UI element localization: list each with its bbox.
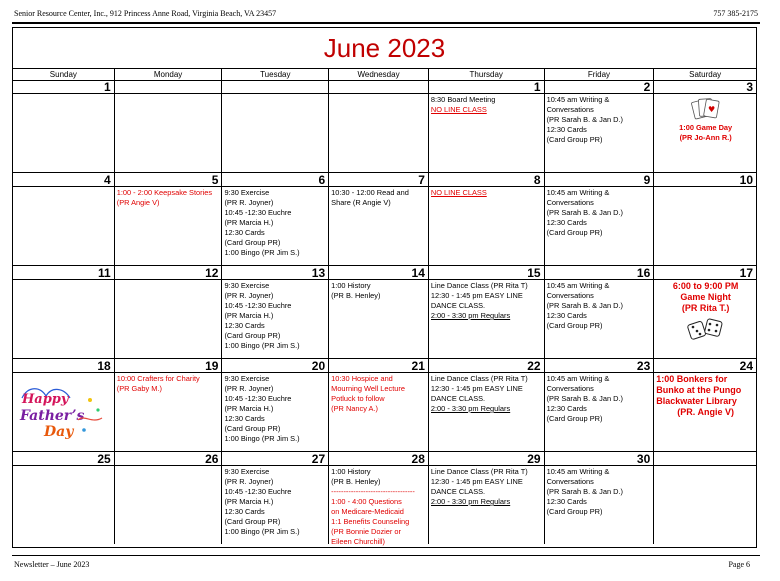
weekday-saturday: Saturday [653,69,756,80]
day-number: 11 [13,266,114,280]
event-line: 9:30 Exercise [224,467,270,476]
event-line: 12:30 Cards [546,497,587,506]
day-cell-27 [221,452,328,544]
weekday-monday: Monday [114,69,222,80]
event-line: 12:30 Cards [224,321,265,330]
event-line: Share (R Angie V) [331,198,391,207]
day-events [654,94,756,143]
day-number: 21 [329,359,428,373]
event-line: 1:00 - 2:00 Keepsake Stories [116,188,213,197]
day-events [329,373,428,414]
event-line: (PR Marcia H.) [224,311,274,320]
day-cell-25 [13,452,114,544]
day-events [545,373,654,424]
event-line: 12:30 Cards [546,218,587,227]
day-cell-21 [328,359,428,451]
event-line: (Card Group PR) [224,517,281,526]
day-cell-29 [428,452,544,544]
event-line: 1:00 History [331,467,371,476]
event-line: 9:30 Exercise [224,281,270,290]
day-cell-4 [13,173,114,265]
calendar-grid [13,80,756,547]
day-number: 28 [329,452,428,466]
header-divider [12,22,760,24]
event-line: Game Night [680,292,731,302]
day-events [222,94,328,95]
event-line: 10:00 Crafters for Charity [116,374,200,383]
event-line: (PR Marcia H.) [224,497,274,506]
event-line: (PR R. Joyner) [224,384,274,393]
fathers-day-image [15,374,113,443]
day-events [429,94,544,115]
day-number [654,452,756,466]
day-number: 23 [545,359,654,373]
event-line: 1:00 Bingo (PR Jim S.) [224,248,300,257]
day-number: 18 [13,359,114,373]
day-number: 25 [13,452,114,466]
day-cell-3 [653,80,756,172]
event-line: DANCE CLASS. [430,394,486,403]
day-events [115,373,222,394]
footer-page-number: Page 6 [728,560,750,569]
event-line: 10:45 am Writing & [546,467,610,476]
svg-text:Father’s: Father’s [20,408,85,424]
event-line: (Card Group PR) [546,414,603,423]
day-events [329,466,428,547]
day-cell-30 [544,452,654,544]
event-line: 10:45 am Writing & [546,281,610,290]
day-number: 7 [329,173,428,187]
event-line: (Card Group PR) [224,238,281,247]
day-events [545,466,654,517]
event-line: 1:00 Bonkers for [656,374,728,384]
day-events [13,187,114,188]
event-line: 10:45 -12:30 Euchre [224,208,292,217]
weekday-wednesday: Wednesday [328,69,428,80]
week-row [13,359,756,452]
day-cell-23 [544,359,654,451]
day-number [222,80,328,94]
event-line: 1:00 History [331,281,371,290]
footer-newsletter: Newsletter – June 2023 [14,560,90,569]
day-number: 1 [429,80,544,94]
event-line: 2:00 - 3:30 pm Regulars [430,311,511,320]
day-events [222,466,328,537]
day-number: 2 [545,80,654,94]
event-line: (PR Bonnie Dozier or [331,527,401,536]
event-line: (PR B. Henley) [331,291,381,300]
day-events [13,373,114,443]
day-number: 9 [545,173,654,187]
day-events [222,280,328,351]
day-events [545,94,654,145]
week-row [13,452,756,544]
event-line: 12:30 Cards [546,311,587,320]
event-line: 12:30 - 1:45 pm EASY LINE [430,291,523,300]
day-events [654,280,756,341]
event-line: ---------------------------------- [331,487,415,496]
day-events [429,466,544,507]
event-line: Conversations [546,198,594,207]
day-cell-12 [114,266,222,358]
event-line: 10:45 -12:30 Euchre [224,301,292,310]
day-cell-6 [221,173,328,265]
day-number: 16 [545,266,654,280]
day-cell-9 [544,173,654,265]
day-cell-14 [328,266,428,358]
event-line: Conversations [546,384,594,393]
event-line: on Medicare-Medicaid [331,507,404,516]
day-events [429,373,544,414]
day-number: 19 [115,359,222,373]
day-number: 8 [429,173,544,187]
event-line: Conversations [546,105,594,114]
day-number: 24 [654,359,756,373]
event-line: Line Dance Class (PR Rita T) [430,281,528,290]
weekday-tuesday: Tuesday [221,69,328,80]
event-line: (Card Group PR) [546,321,603,330]
event-line: 1:00 Game Day [679,123,733,132]
event-line: DANCE CLASS. [430,487,486,496]
event-line: Eileen Churchill) [331,537,385,546]
event-line: (PR Angie V) [116,198,160,207]
event-line: (PR Sarah B. & Jan D.) [546,301,623,310]
event-line: 12:30 Cards [546,125,587,134]
day-number: 1 [13,80,114,94]
event-line: 12:30 Cards [224,507,265,516]
weekday-thursday: Thursday [428,69,544,80]
day-number: 30 [545,452,654,466]
day-cell-24 [653,359,756,451]
event-line: 10:45 -12:30 Euchre [224,394,292,403]
day-cell-empty [114,80,222,172]
event-line: 2:00 - 3:30 pm Regulars [430,497,511,506]
event-line: (PR Sarah B. & Jan D.) [546,115,623,124]
day-number [329,80,428,94]
day-events [654,466,756,467]
event-line: 10:45 am Writing & [546,188,610,197]
day-number: 27 [222,452,328,466]
day-events [545,280,654,331]
day-cell-15 [428,266,544,358]
event-line: 10:45 -12:30 Euchre [224,487,292,496]
event-line: (PR Marcia H.) [224,404,274,413]
day-number: 12 [115,266,222,280]
day-cell-18 [13,359,114,451]
event-line: (PR Nancy A.) [331,404,378,413]
event-line: 12:30 - 1:45 pm EASY LINE [430,477,523,486]
day-events [13,94,114,95]
event-line: (PR R. Joyner) [224,477,274,486]
day-events [115,466,222,467]
day-events [115,280,222,281]
event-line: 9:30 Exercise [224,188,270,197]
day-number: 4 [13,173,114,187]
day-events [222,373,328,444]
day-events [429,187,544,198]
event-line: (Card Group PR) [224,424,281,433]
day-cell-8 [428,173,544,265]
day-number: 13 [222,266,328,280]
day-cell-20 [221,359,328,451]
event-line: Blackwater Library [656,396,737,406]
day-events [115,187,222,208]
day-cell-empty [221,80,328,172]
day-events [13,466,114,467]
event-line: (PR Rita T.) [681,303,730,313]
event-line: 12:30 Cards [546,404,587,413]
day-events [13,280,114,281]
event-line: (Card Group PR) [546,135,603,144]
day-number: 6 [222,173,328,187]
day-cell-17 [653,266,756,358]
day-cell-1 [13,80,114,172]
event-line: 10:45 am Writing & [546,95,610,104]
day-cell-13 [221,266,328,358]
event-line: NO LINE CLASS [430,105,487,114]
day-events [222,187,328,258]
event-line: 8:30 Board Meeting [430,95,496,104]
event-line: 1:00 Bingo (PR Jim S.) [224,434,300,443]
event-line: (PR Sarah B. & Jan D.) [546,394,623,403]
day-cell-5 [114,173,222,265]
footer-divider [12,555,760,556]
header-address: Senior Resource Center, Inc., 912 Princess Anne Road, Virginia Beach, VA 23457 [14,9,277,18]
day-number: 3 [654,80,756,94]
event-line: Bunko at the Pungo [656,385,742,395]
day-number: 14 [329,266,428,280]
svg-text:♥: ♥ [707,105,715,114]
event-line: (PR Sarah B. & Jan D.) [546,208,623,217]
day-events [545,187,654,238]
weekday-sunday: Sunday [49,70,77,79]
event-line: 2:00 - 3:30 pm Regulars [430,404,511,413]
event-line: (PR Gaby M.) [116,384,162,393]
day-number: 22 [429,359,544,373]
day-cell-empty [328,80,428,172]
day-cell-28 [328,452,428,544]
day-cell-19 [114,359,222,451]
event-line: Line Dance Class (PR Rita T) [430,467,528,476]
day-events [654,187,756,188]
event-line: Conversations [546,477,594,486]
event-line: 1:00 Bingo (PR Jim S.) [224,341,300,350]
event-line: (Card Group PR) [546,507,603,516]
day-cell-22 [428,359,544,451]
day-number: 17 [654,266,756,280]
day-number: 5 [115,173,222,187]
svg-text:Happy: Happy [22,392,69,407]
event-line: (PR Sarah B. & Jan D.) [546,487,623,496]
day-cell-11 [13,266,114,358]
event-line: 1:1 Benefits Counseling [331,517,410,526]
header-phone: 757 385-2175 [713,9,758,18]
event-line: NO LINE CLASS [430,188,487,197]
calendar [12,27,757,548]
day-events [115,94,222,95]
event-line: 6:00 to 9:00 PM [672,281,739,291]
day-cell-1 [428,80,544,172]
day-number: 10 [654,173,756,187]
dice-icon [656,317,755,341]
event-line: Conversations [546,291,594,300]
week-row [13,266,756,359]
day-events [329,280,428,301]
event-line: (PR Jo-Ann R.) [679,133,732,142]
day-cell-empty [653,452,756,544]
day-cell-2 [544,80,654,172]
day-cell-16 [544,266,654,358]
event-line: (Card Group PR) [224,331,281,340]
event-line: (PR R. Joyner) [224,198,274,207]
event-line: 12:30 Cards [224,228,265,237]
day-events [329,94,428,95]
day-cell-26 [114,452,222,544]
weekday-friday: Friday [544,69,654,80]
day-events [429,280,544,321]
calendar-title: June 2023 [323,33,446,63]
event-line: 10:30 - 12:00 Read and [331,188,409,197]
event-line: Line Dance Class (PR Rita T) [430,374,528,383]
event-line: DANCE CLASS. [430,301,486,310]
day-events [329,187,428,208]
event-line: (PR B. Henley) [331,477,381,486]
day-events [654,373,756,418]
day-number: 29 [429,452,544,466]
week-row [13,80,756,173]
event-line: Potluck to follow [331,394,385,403]
event-line: (PR R. Joyner) [224,291,274,300]
day-number [115,80,222,94]
event-line: 1:00 - 4:00 Questions [331,497,402,506]
day-number: 26 [115,452,222,466]
event-line: 10:30 Hospice and [331,374,393,383]
playing-cards-icon [656,98,755,120]
event-line: (Card Group PR) [546,228,603,237]
day-cell-7 [328,173,428,265]
event-line: 1:00 Bingo (PR Jim S.) [224,527,300,536]
event-line: 12:30 - 1:45 pm EASY LINE [430,384,523,393]
event-line: (PR. Angie V) [677,407,734,417]
week-row [13,173,756,266]
event-line: Mourning Well Lecture [331,384,405,393]
event-line: (PR Marcia H.) [224,218,274,227]
day-number: 15 [429,266,544,280]
event-line: 10:45 am Writing & [546,374,610,383]
day-number: 20 [222,359,328,373]
event-line: 12:30 Cards [224,414,265,423]
day-cell-10 [653,173,756,265]
event-line: 9:30 Exercise [224,374,270,383]
svg-text:Day: Day [44,424,74,440]
